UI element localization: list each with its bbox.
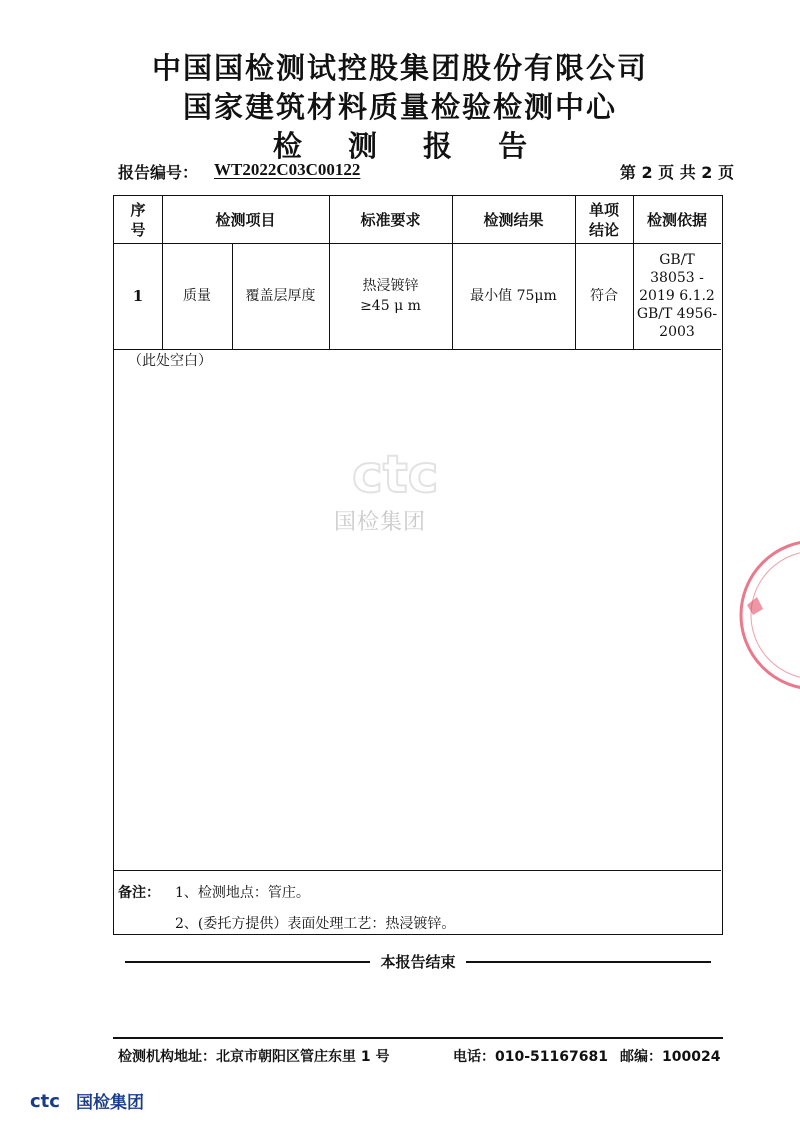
row-basis [633, 243, 721, 349]
page-info: 第 2 页 共 2 页 [619, 163, 734, 182]
blank-note: （此处空白） [128, 353, 212, 369]
remarks-divider [114, 870, 721, 871]
remarks-label: 备注： [118, 885, 160, 901]
logo-mark: ctc [30, 1090, 60, 1111]
header-item: 检测项目 [215, 210, 276, 229]
report-table-frame [113, 195, 723, 935]
report-end-text: 本报告结束 [380, 953, 456, 971]
remark-line-1: 1、检测地点：管庄。 [175, 885, 310, 901]
official-seal-icon [735, 535, 800, 695]
company-name: 中国国检测试控股集团股份有限公司 [151, 51, 648, 85]
row-basis-line: 2003 [659, 324, 695, 340]
header-conclusion-label: 单项结论 [588, 200, 619, 239]
header-result: 检测结果 [483, 210, 544, 229]
end-rule-right [466, 961, 711, 963]
document-type-title: 检 测 报 告 [272, 129, 546, 163]
row-basis-line: GB/T [659, 252, 695, 268]
header-seq-label: 序号 [130, 200, 146, 239]
footer-address: 检测机构地址：北京市朝阳区管庄东里 1 号 [118, 1049, 390, 1065]
watermark-text: 国检集团 [334, 510, 427, 535]
header-seq [114, 196, 162, 243]
watermark-mark: ctc [352, 445, 439, 505]
row-requirement-line2: ≥45 μ m [360, 298, 421, 314]
row-result: 最小值 75μm [470, 288, 557, 304]
center-name: 国家建筑材料质量检验检测中心 [182, 90, 617, 124]
footer-phone: 电话：010-51167681 [453, 1049, 608, 1065]
header-requirement: 标准要求 [360, 210, 421, 229]
row-basis-line: 38053 - [650, 270, 704, 286]
row-item: 覆盖层厚度 [245, 288, 316, 304]
end-rule-left [125, 961, 370, 963]
row-seq: 1 [132, 287, 144, 305]
row-category: 质量 [183, 288, 211, 304]
row-basis-line: 2019 6.1.2 [639, 288, 715, 304]
report-number: WT2022C03C00122 [214, 160, 361, 179]
footer-rule [113, 1037, 723, 1039]
header-basis: 检测依据 [646, 210, 707, 229]
row-requirement-line1: 热浸镀锌 [362, 278, 419, 294]
header-conclusion [575, 196, 633, 243]
row-requirement [329, 243, 452, 349]
row-conclusion: 符合 [590, 288, 618, 304]
report-number-label: 报告编号： [118, 163, 199, 182]
ctc-logo [30, 1088, 144, 1113]
ctc-logo-icon [30, 1091, 70, 1111]
logo-text: 国检集团 [76, 1093, 144, 1113]
row-basis-line: GB/T 4956- [636, 306, 718, 322]
footer-postcode: 邮编：100024 [620, 1049, 721, 1065]
remark-line-2: 2、(委托方提供）表面处理工艺：热浸镀锌。 [175, 916, 456, 932]
